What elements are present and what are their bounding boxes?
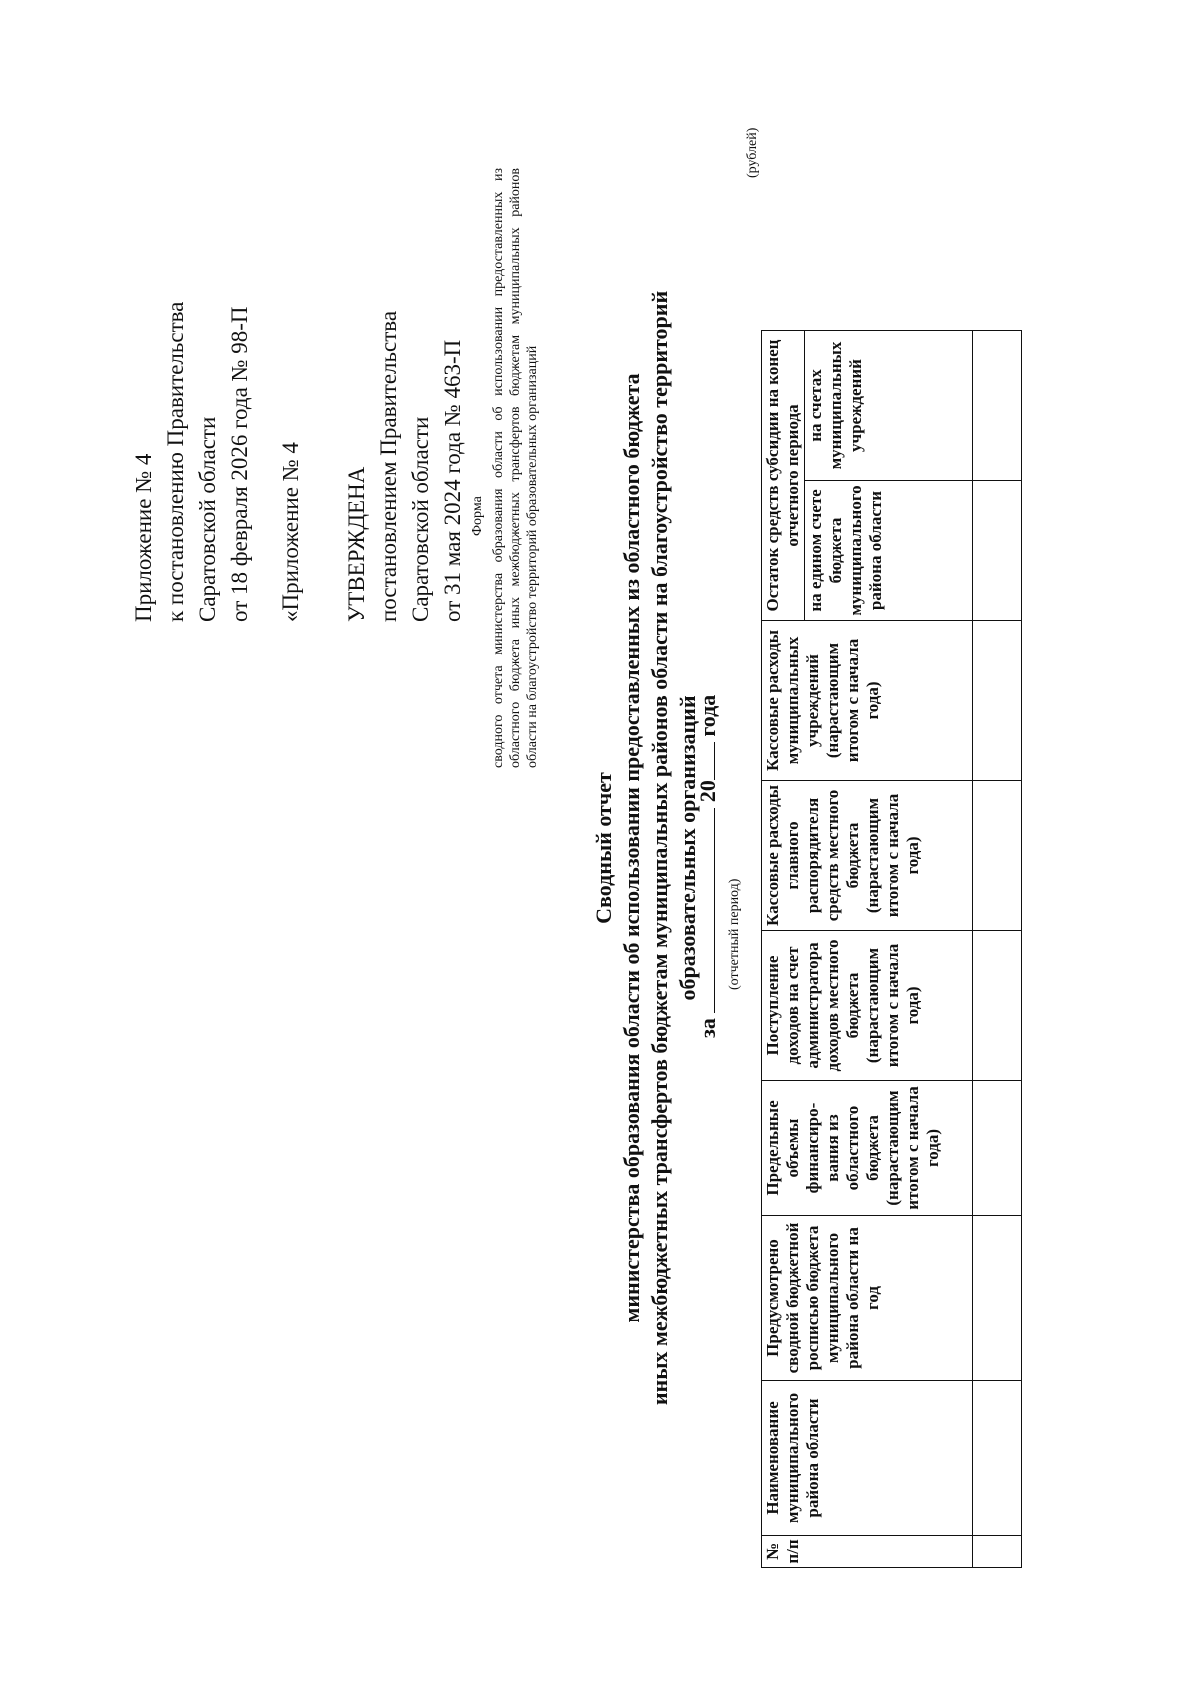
table-cell (973, 1536, 1022, 1568)
table-cell (973, 331, 1022, 481)
approved-line: постановлением Правительства (376, 310, 401, 622)
unit-label: (рублей) (745, 127, 760, 178)
appendix-original: «Приложение № 4 (278, 442, 303, 622)
form-description: сводного отчета министерства образования области об использовании предоставленных из областного бюджета иных межбюджетных трансфертов бюджетам муниципальных районов области на благоустройство территорий образовательных организаций (491, 168, 540, 768)
report-title (590, 198, 702, 1498)
approved-block (341, 311, 469, 622)
period-caption: (отчетный период) (727, 878, 742, 990)
period-prefix: за (695, 1018, 720, 1038)
approved-line: от 31 мая 2024 года № 463-П (440, 339, 465, 622)
appendix-line: от 18 февраля 2026 года № 98-П (227, 306, 252, 622)
header-balance-institution-accounts: на счетах муниципальных учреждений (805, 331, 973, 481)
table-cell (973, 481, 1022, 621)
header-cash-main: Кассовые расходы главного распорядителя средств местного бюджета (нарастающим итогом с начала года) (762, 781, 973, 931)
header-balance-single-account: на едином счете бюджета муниципального района области (805, 481, 973, 621)
appendix-line: Приложение № 4 (131, 453, 156, 622)
title-line: иных межбюджетных трансфертов бюджетам муниципальных районов области на благоустройство территорий (647, 290, 672, 1406)
year-blank (696, 742, 715, 780)
form-label: Форма (470, 496, 485, 536)
header-balance: Остаток средств субсидии на конец отчетного периода (762, 331, 805, 621)
appendix-header (128, 302, 256, 622)
table-cell (973, 1081, 1022, 1216)
approved-line: Саратовской области (408, 416, 433, 622)
table-cell (973, 1381, 1022, 1536)
title-line: Сводный отчет (591, 772, 616, 924)
title-line: министерства образования области об использовании предоставленных из областного бюджета (619, 373, 644, 1323)
header-cash-institutions: Кассовые расходы муниципальных учреждений (нарастающим итогом с начала года) (762, 621, 973, 781)
header-district-name: Наименование муниципального района области (762, 1381, 973, 1536)
header-limits: Предельные объемы финансиро-вания из областного бюджета (нарастающим итогом с начала года) (762, 1081, 973, 1216)
table-cell (973, 931, 1022, 1081)
period-line (695, 438, 721, 1038)
period-year-prefix: 20 (695, 780, 720, 803)
appendix-line: Саратовской области (195, 416, 220, 622)
report-table (761, 330, 1022, 1568)
original-appendix-label (275, 442, 307, 622)
header-income: Поступление доходов на счет администратора доходов местного бюджета (нарастающим итогом с начала года) (762, 931, 973, 1081)
table-cell (973, 1216, 1022, 1381)
header-number: № п/п (762, 1536, 973, 1568)
table-cell (973, 621, 1022, 781)
rotated-document-page (50, 48, 1150, 1648)
period-blank (696, 808, 715, 1013)
header-planned: Предусмотрено сводной бюджетной росписью бюджета муниципального района области на год (762, 1216, 973, 1381)
period-suffix: года (695, 694, 720, 737)
approved-line: УТВЕРЖДЕНА (344, 466, 369, 622)
table-cell (973, 781, 1022, 931)
table-row (973, 331, 1022, 1568)
appendix-line: к постановлению Правительства (163, 301, 188, 622)
title-line: образовательных организаций (675, 695, 700, 1001)
